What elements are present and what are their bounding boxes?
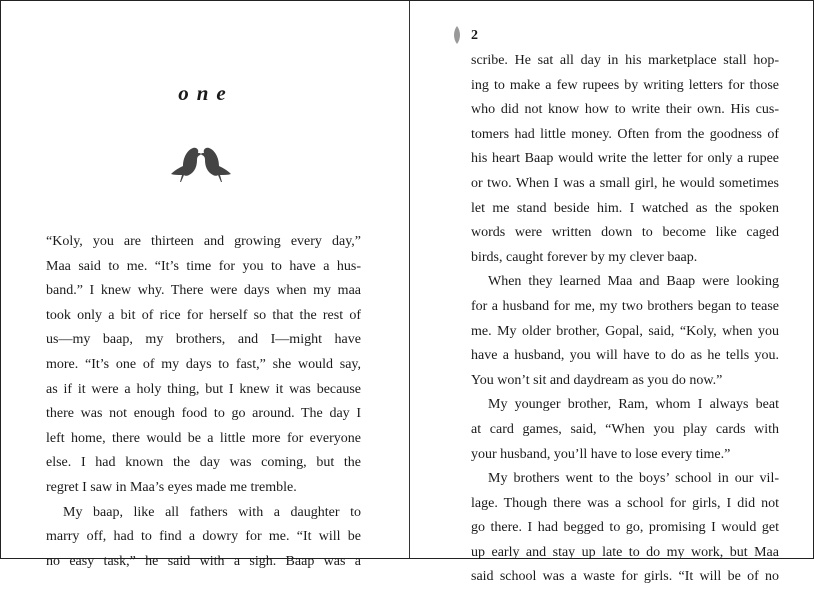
text-line: band.” I knew why. There were days when my maa <box>46 283 361 299</box>
text-line: go there. I had begged to go, promising I would get <box>471 520 779 536</box>
text-line: your husband, you’ll have to lose every time.” <box>471 446 731 462</box>
text-line: ing to make a few rupees by writing letters for those <box>471 77 779 93</box>
text-line: no easy task,” he said with a sigh. Baap was a <box>46 553 361 569</box>
text-line: there was not enough food to go around. The day I <box>46 406 361 422</box>
text-line: When they learned Maa and Baap were looking <box>488 274 779 290</box>
text-line: as if it were a holy thing, but I knew it was because <box>46 381 361 397</box>
text-line: else. I had known the day was coming, but the <box>46 455 361 471</box>
text-line: marry off, had to find a dowry for me. “It will be <box>46 529 361 545</box>
text-line: more. “It’s one of my days to fast,” she would say, <box>46 356 361 372</box>
right-page-text <box>471 49 779 590</box>
leaf-ornament-icon <box>452 25 462 45</box>
text-line: scribe. He sat all day in his marketplace stall hop- <box>471 53 779 68</box>
two-birds-icon <box>169 144 233 184</box>
left-page <box>1 1 409 569</box>
text-line: My baap, like all fathers with a daughter to <box>63 504 361 520</box>
text-line: me. My older brother, Gopal, said, “Koly, when you <box>471 323 779 339</box>
text-line: lage. Though there was a school for girls, I did not <box>471 495 779 511</box>
page-number: 2 <box>471 28 478 43</box>
text-line: took only a bit of rice for herself so that the rest of <box>46 307 361 323</box>
text-line: said school was a waste for girls. “It will be of no <box>471 569 779 585</box>
text-line: birds, caught forever by my clever baap. <box>471 249 698 265</box>
text-line: for a husband for me, my two brothers began to tease <box>471 298 779 314</box>
text-line: up early and stay up late to do my work, but Maa <box>471 544 779 560</box>
text-line: have a husband, you will have to do as he tells you. <box>471 348 779 364</box>
text-line: “Koly, you are thirteen and growing every day,” <box>46 234 361 249</box>
chapter-title: one <box>178 81 234 105</box>
text-line: or two. When I was a small girl, he would sometimes <box>471 175 779 191</box>
text-line: let me stand beside him. I watched as the spoken <box>471 200 779 216</box>
text-line: left home, there would be a little more for everyone <box>46 430 361 446</box>
right-page <box>409 1 813 585</box>
left-page-text <box>46 230 361 574</box>
text-line: regret I saw in Maa’s eyes made me tremble. <box>46 479 297 495</box>
text-line: You won’t sit and daydream as you do now.” <box>471 372 723 388</box>
text-line: us—my baap, my brothers, and I—might have <box>46 332 361 348</box>
text-line: My brothers went to the boys’ school in our vil- <box>488 471 779 487</box>
text-line: tomers had little money. Often from the goodness of <box>471 126 779 142</box>
text-line: his heart Baap would write the letter for only a rupee <box>471 151 779 167</box>
text-line: words were written down to become like caged <box>471 225 779 241</box>
text-line: My younger brother, Ram, whom I always beat <box>488 397 779 413</box>
text-line: who did not know how to write their own. His cus- <box>471 102 779 118</box>
text-line: Maa said to me. “It’s time for you to have a hus- <box>46 258 361 274</box>
text-line: at card games, said, “When you play cards with <box>471 421 779 437</box>
